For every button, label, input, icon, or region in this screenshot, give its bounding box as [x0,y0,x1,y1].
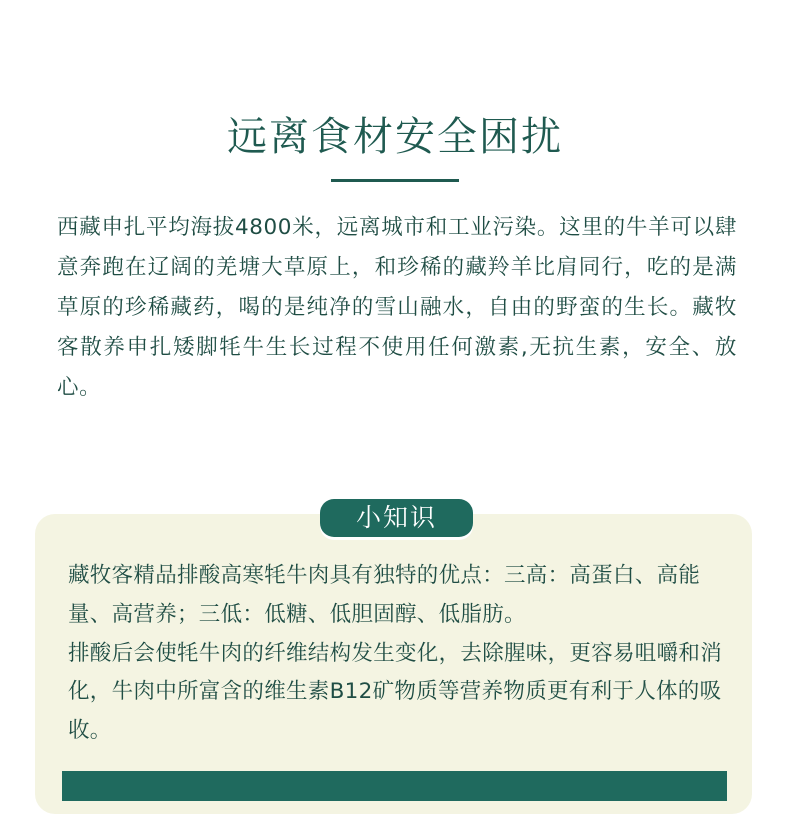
intro-paragraph: 西藏申扎平均海拔4800米，远离城市和工业污染。这里的牛羊可以肆意奔跑在辽阔的羌塘大草原上，和珍稀的藏羚羊比肩同行，吃的是满草原的珍稀藏药，喝的是纯净的雪山融水，自由的野蛮的生长。藏牧客散养申扎矮脚牦牛生长过程不使用任何激素,无抗生素，安全、放心。 [57,215,737,400]
title-divider [331,179,459,182]
tips-paragraph-2: 排酸后会使牦牛肉的纤维结构发生变化，去除腥味，更容易咀嚼和消化，牛肉中所富含的维生素B12矿物质等营养物质更有利于人体的吸收。 [68,640,723,744]
tips-paragraph-1: 藏牧客精品排酸高寒牦牛肉具有独特的优点：三高：高蛋白、高能量、高营养；三低：低糖、低胆固醇、低脂肪。 [68,563,701,627]
tips-text [68,557,724,751]
bottom-banner [62,771,727,801]
tips-badge: 小知识 [320,499,473,537]
section-title: 远离食材安全困扰 [227,114,563,160]
